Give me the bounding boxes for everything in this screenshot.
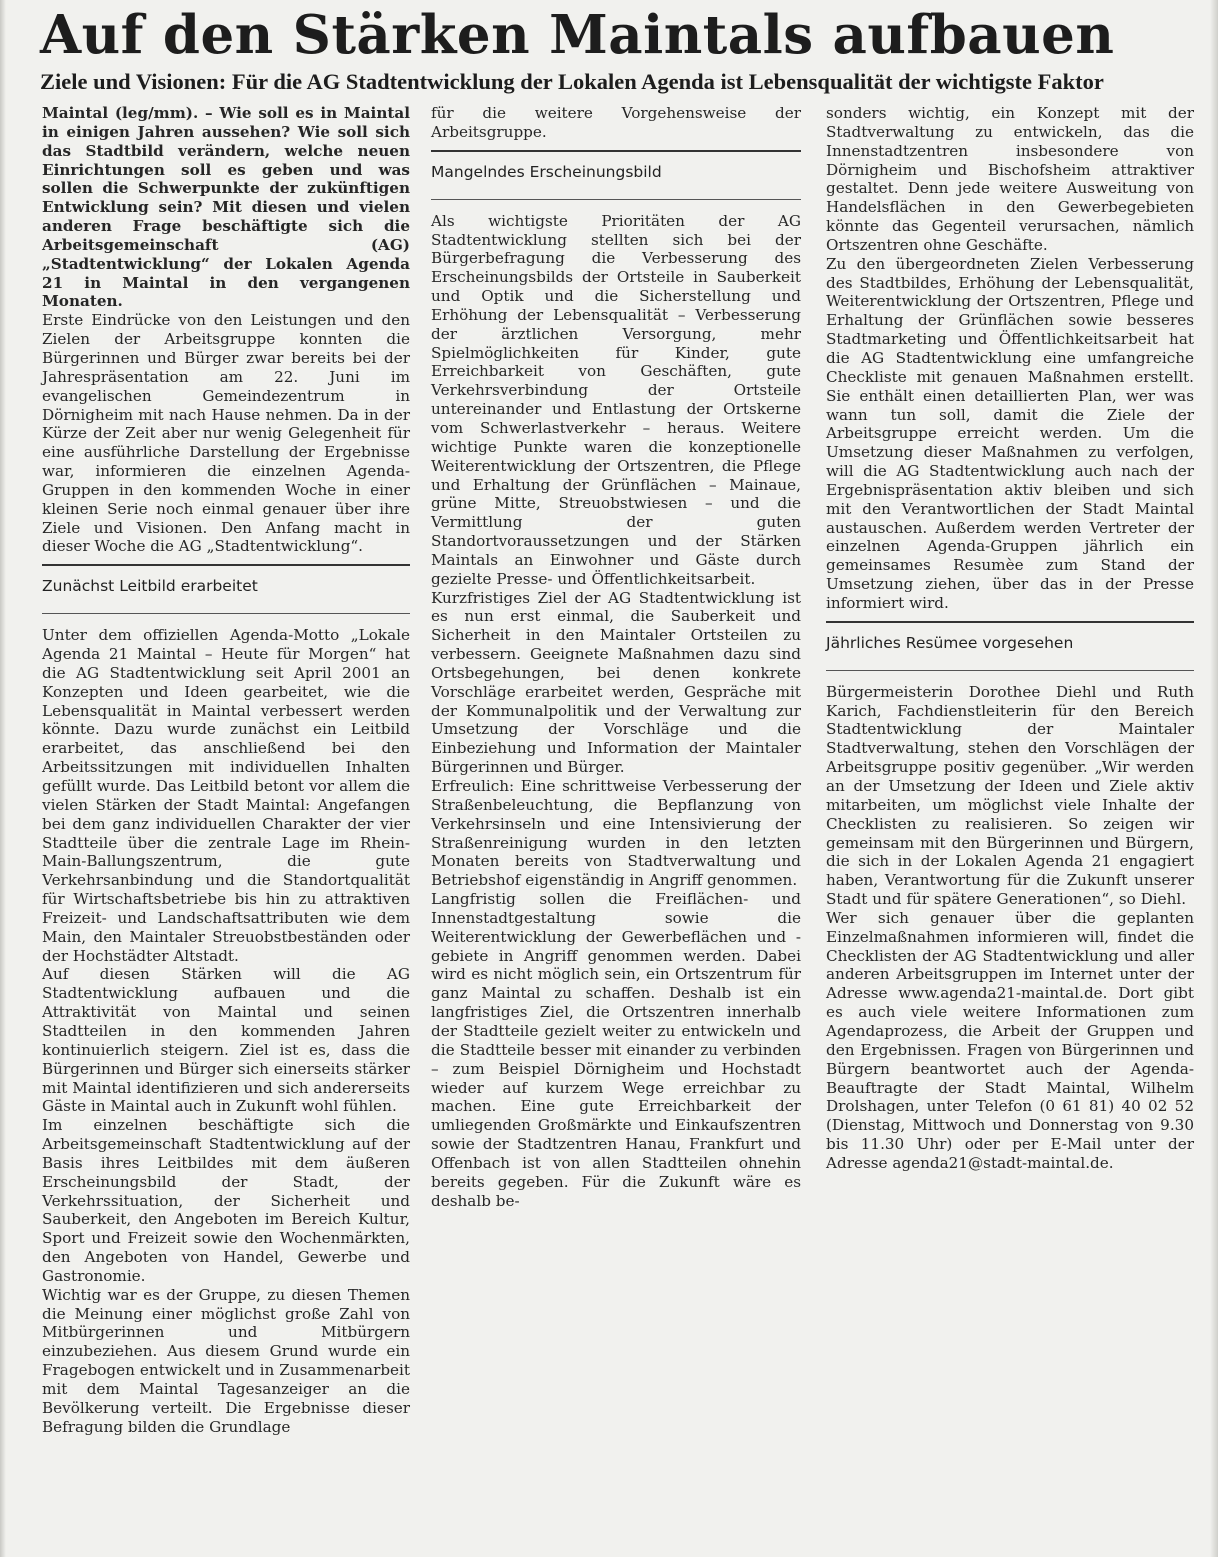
body-paragraph: Kurzfristiges Ziel der AG Stadtentwicklung ist es nun erst einmal, die Sauberkeit und Sicherheit in den Maintaler Ortsteilen zu verbessern. Geeignete Maßnahmen dazu sind Ortsbegehungen, bei denen konkrete Vorschläge erarbeitet werden, Gespräche mit der Kommunalpolitik und der Verwaltung zur Umsetzung der Vorschläge und die Einbeziehung und Information der Maintaler Bürgerinnen und Bürger.	[431, 588, 801, 777]
body-paragraph: Zu den übergeordneten Zielen Verbesserung des Stadtbildes, Erhöhung der Lebensqualität, Weiterentwicklung der Ortszentren, Pflege und Erhaltung der Grünflächen sowie besseres Stadtmarketing und Öffentlichkeitsarbeit hat die AG Stadtentwicklung eine umfangreiche Checkliste mit genauen Maßnahmen erstellt. Sie enthält einen detaillierten Plan, wer was wann tun soll, damit die Ziele der Arbeitsgruppe erreicht werden. Um die Umsetzung dieser Maßnahmen zu verfolgen, will die AG Stadtentwicklung auch nach der Ergebnispräsentation aktiv bleiben und sich mit den Verantwortlichen der Stadt Maintal austauschen. Außerdem werden Vertreter der einzelnen Agenda-Gruppen jährlich ein gemeinsames Resumèe zum Stand der Umsetzung ziehen, über das in der Presse informiert wird.	[826, 254, 1194, 612]
body-paragraph: Unter dem offiziellen Agenda-Motto „Lokale Agenda 21 Maintal – Heute für Morgen“ hat die AG Stadtentwicklung seit April 2001 an Konzepten und Ideen gearbeitet, wie die Lebensqualität in Maintal verbessert werden könnte. Dazu wurde zunächst ein Leitbild erarbeitet, das anschließend bei den Arbeitssitzungen mit individuellen Inhalten gefüllt wurde. Das Leitbild betont vor allem die vielen Stärken der Stadt Maintal: Angefangen bei dem ganz individuellen Charakter der vier Stadtteile über die zentrale Lage im Rhein-Main-Ballungszentrum, die gute Verkehrsanbindung und die Standortqualität für Wirtschaftsbetriebe bis hin zu attraktiven Freizeit- und Landschaftsattributen wie dem Main, den Maintaler Streuobstbeständen oder der Hochstädter Altstadt.	[42, 626, 410, 965]
body-paragraph: für die weitere Vorgehensweise der Arbeitsgruppe.	[431, 104, 801, 141]
body-paragraph: Wer sich genauer über die geplanten Einzelmaßnahmen informieren will, findet die Checklisten der AG Stadtentwicklung und aller anderen Arbeitsgruppen im Internet unter der Adresse www.agenda21-maintal.de. Dort gibt es auch viele weitere Informationen zum Agendaprozess, die Arbeit der Gruppen und den Ergebnissen. Fragen von Bürgerinnen und Bürgern beantwortet auch der Agenda-Beauftragte der Stadt Maintal, Wilhelm Drolshagen, unter Telefon (0 61 81) 40 02 52 (Dienstag, Mittwoch und Donnerstag von 9.30 bis 11.30 Uhr) oder per E-Mail unter der Adresse agenda21@stadt-maintal.de.	[826, 908, 1194, 1172]
body-paragraph: Erste Eindrücke von den Leistungen und den Zielen der Arbeitsgruppe konnten die Bürgerinnen und Bürger zwar bereits bei der Jahrespräsentation am 22. Juni im evangelischen Gemeindezentrum in Dörnigheim mit nach Hause nehmen. Da in der Kürze der Zeit aber nur wenig Gelegenheit für eine ausführliche Darstellung der Ergebnisse war, informieren die einzelnen Agenda-Gruppen in den kommenden Woche in einer kleinen Serie noch einmal genauer über ihre Ziele und Visionen. Den Anfang macht in dieser Woche die AG „Stadtentwicklung“.	[42, 311, 410, 556]
section-heading: Zunächst Leitbild erarbeitet	[42, 564, 410, 606]
body-paragraph: Bürgermeisterin Dorothee Diehl und Ruth Karich, Fachdienstleiterin für den Bereich Stadtentwicklung der Maintaler Stadtverwaltung, stehen den Vorschlägen der Arbeitsgruppe positiv gegenüber. „Wir werden an der Umsetzung der Ideen und Ziele aktiv mitarbeiten, um möglichst viele Inhalte der Checklisten zu realisieren. So zeigen wir gemeinsam mit den Bürgerinnen und Bürgern, die sich in der Lokalen Agenda 21 engagiert haben, Verantwortung für die Zukunft unserer Stadt und für spätere Generationen“, so Diehl.	[826, 682, 1194, 909]
page-edge-left	[0, 0, 6, 1557]
article-column-3	[826, 104, 1194, 1173]
article-column-2	[431, 104, 801, 1210]
article-subheadline: Ziele und Visionen: Für die AG Stadtentwicklung der Lokalen Agenda ist Lebensqualität der wichtigste Faktor	[40, 69, 1104, 94]
page-edge-right	[1210, 0, 1218, 1557]
article-headline: Auf den Stärken Maintals aufbauen	[40, 4, 1115, 66]
section-heading: Mangelndes Erscheinungsbild	[431, 150, 801, 192]
lead-paragraph: Maintal (leg/mm). – Wie soll es in Maintal in einigen Jahren aussehen? Wie soll sich das Stadtbild verändern, welche neuen Einrichtungen soll es geben und was sollen die Schwerpunkte der zukünftigen Entwicklung sein? Mit diesen und vielen anderen Frage beschäftigte sich die Arbeitsgemeinschaft (AG) „Stadtentwicklung“ der Lokalen Agenda 21 in Maintal in den vergangenen Monaten.	[42, 104, 410, 311]
body-paragraph: Als wichtigste Prioritäten der AG Stadtentwicklung stellten sich bei der Bürgerbefragung die Verbesserung des Erscheinungsbilds der Ortsteile in Sauberkeit und Optik und die Sicherstellung und Erhöhung der Lebensqualität – Verbesserung der ärztlichen Versorgung, mehr Spielmöglichkeiten für Kinder, gute Erreichbarkeit von Geschäften, gute Verkehrsverbindung der Ortsteile untereinander und Entlastung der Ortskerne vom Schwerlastverkehr – heraus. Weitere wichtige Punkte waren die konzeptionelle Weiterentwicklung der Ortszentren, die Pflege und Erhaltung der Grünflächen – Mainaue, grüne Mitte, Streuobstwiesen – und die Vermittlung der guten Standortvoraussetzungen und der Stärken Maintals an Einwohner und Gäste durch gezielte Presse- und Öffentlichkeitsarbeit.	[431, 211, 801, 588]
article-column-1	[42, 104, 410, 1437]
section-divider	[42, 613, 410, 614]
section-divider	[826, 670, 1194, 671]
body-paragraph: Langfristig sollen die Freiflächen- und Innenstadtgestaltung sowie die Weiterentwicklung der Gewerbeflächen und -gebiete in Angriff genommen werden. Dabei wird es nicht möglich sein, ein Ortszentrum für ganz Maintal zu schaffen. Deshalb ist ein langfristiges Ziel, die Ortszentren innerhalb der Stadtteile gezielt weiter zu entwickeln und die Stadtteile besser mit einander zu verbinden – zum Beispiel Dörnigheim und Hochstadt wieder auf kurzem Wege erreichbar zu machen. Eine gute Erreichbarkeit der umliegenden Großmärkte und Einkaufszentren sowie der Stadtzentren Hanau, Frankfurt und Offenbach ist von allen Stadtteilen ohnehin bereits gegeben. Für die Zukunft wäre es deshalb be-	[431, 890, 801, 1210]
body-paragraph: Erfreulich: Eine schrittweise Verbesserung der Straßenbeleuchtung, die Bepflanzung von Verkehrsinseln und eine Intensivierung der Straßenreinigung wurden in den letzten Monaten bereits von Stadtverwaltung und Betriebshof eigenständig in Angriff genommen.	[431, 777, 801, 890]
body-paragraph: sonders wichtig, ein Konzept mit der Stadtverwaltung zu entwickeln, das die Innenstadtzentren insbesondere von Dörnigheim und Bischofsheim attraktiver gestaltet. Denn jede weitere Ausweitung von Handelsflächen in den Gewerbegebieten könnte das Gegenteil verursachen, nämlich Ortszentren ohne Geschäfte.	[826, 104, 1194, 254]
section-divider	[431, 199, 801, 200]
body-paragraph: Im einzelnen beschäftigte sich die Arbeitsgemeinschaft Stadtentwicklung auf der Basis ihres Leitbildes mit dem äußeren Erscheinungsbild der Stadt, der Verkehrssituation, der Sicherheit und Sauberkeit, den Angeboten im Bereich Kultur, Sport und Freizeit sowie den Wochenmärkten, den Angeboten von Handel, Gewerbe und Gastronomie.	[42, 1116, 410, 1285]
section-heading: Jährliches Resümee vorgesehen	[826, 621, 1194, 663]
body-paragraph: Wichtig war es der Gruppe, zu diesen Themen die Meinung einer möglichst große Zahl von Mitbürgerinnen und Mitbürgern einzubeziehen. Aus diesem Grund wurde ein Fragebogen entwickelt und in Zusammenarbeit mit dem Maintal Tagesanzeiger an die Bevölkerung verteilt. Die Ergebnisse dieser Befragung bilden die Grundlage	[42, 1285, 410, 1436]
body-paragraph: Auf diesen Stärken will die AG Stadtentwicklung aufbauen und die Attraktivität von Maintal und seinen Stadtteilen in den kommenden Jahren kontinuierlich steigern. Ziel ist es, dass die Bürgerinnen und Bürger sich einerseits stärker mit Maintal identifizieren und sich andererseits Gäste in Maintal auch in Zukunft wohl fühlen.	[42, 965, 410, 1116]
